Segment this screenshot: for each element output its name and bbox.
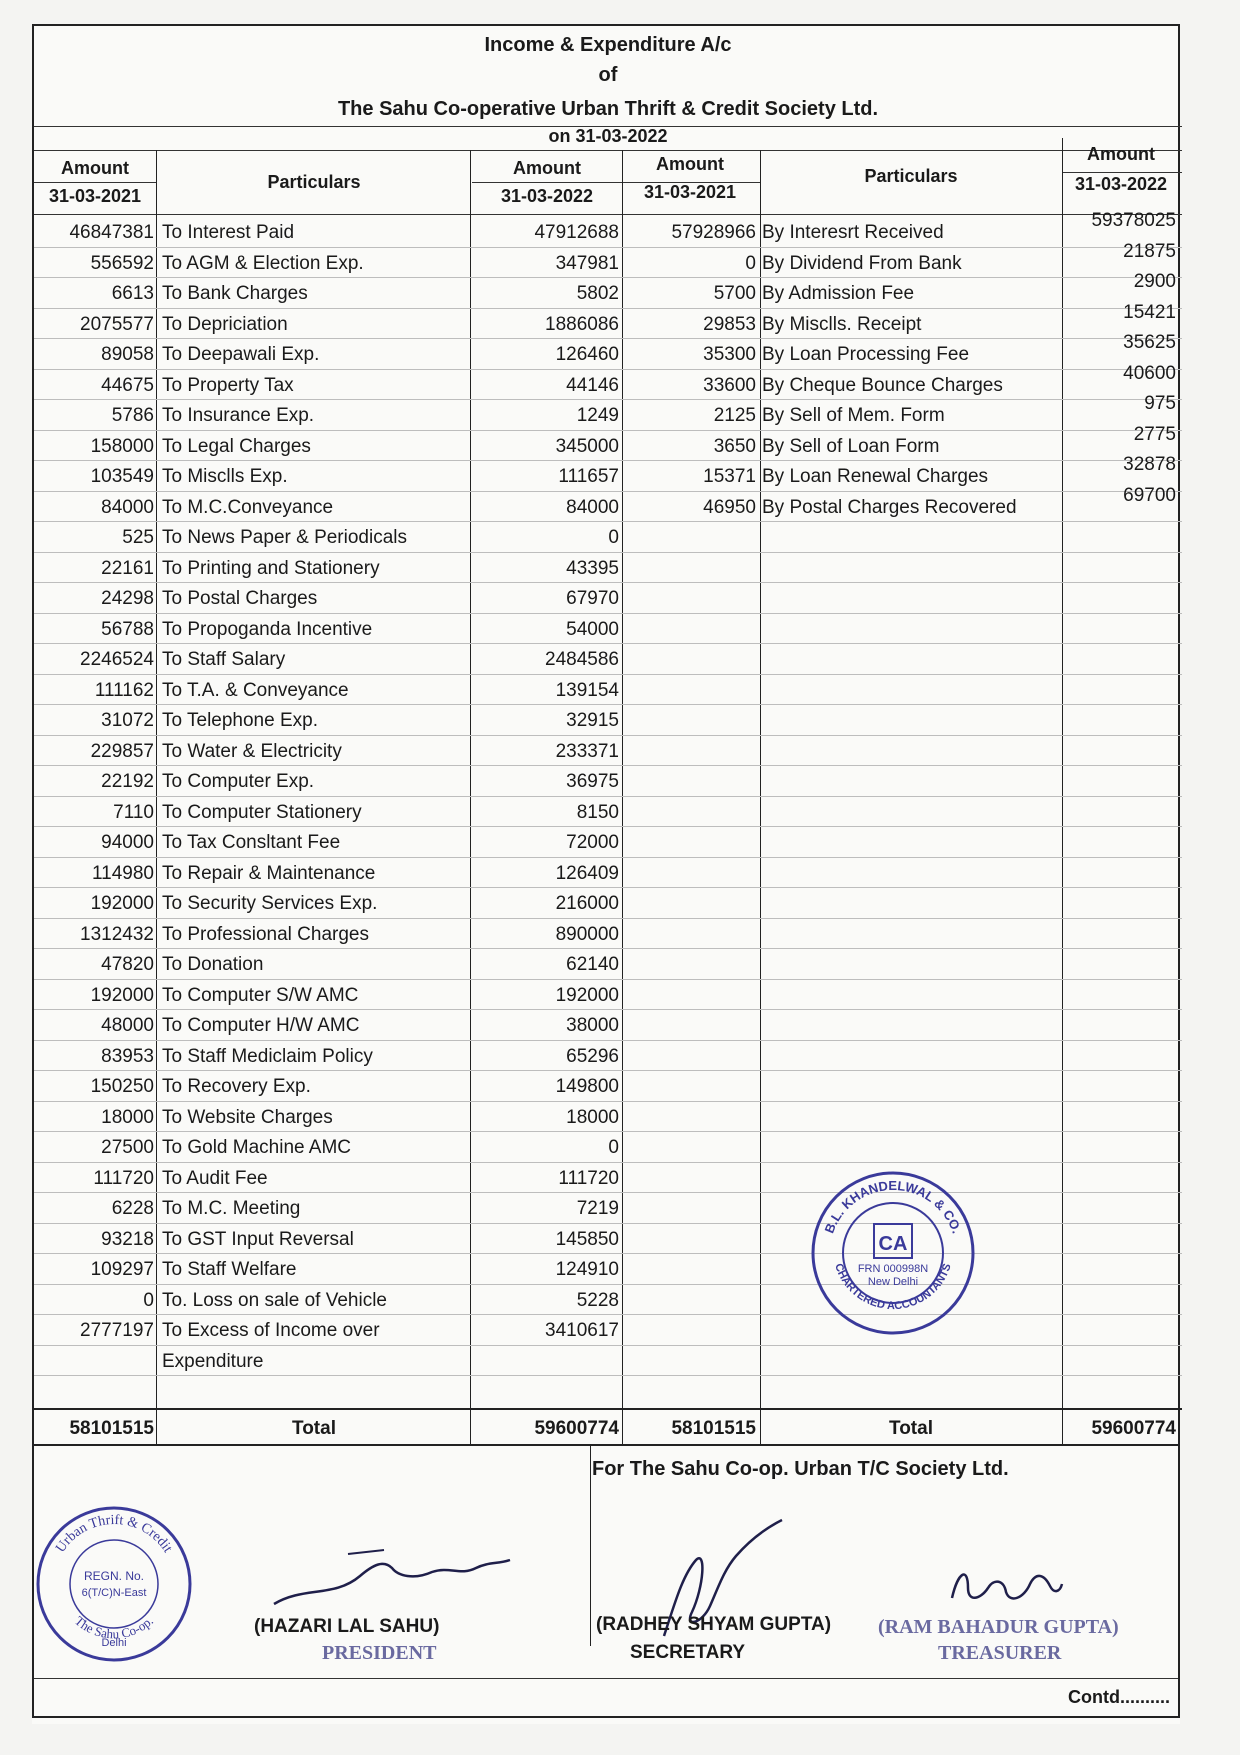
society-seal-city: Delhi (101, 1637, 127, 1649)
expenditure-row (34, 857, 1182, 889)
inc-amount-curr: 21875 (1123, 240, 1176, 262)
exp-amount-curr: 47912688 (534, 222, 619, 243)
exp-amount-curr: 38000 (566, 1015, 619, 1036)
statement-frame (32, 24, 1180, 1446)
col-head-top (34, 150, 1182, 151)
expenditure-row (34, 643, 1182, 675)
exp-amount-prev: 103549 (90, 466, 154, 487)
exp-amount-prev: 93218 (101, 1228, 154, 1250)
exp-amount-prev: 525 (122, 527, 154, 548)
exp-amount-prev: 2246524 (80, 649, 154, 670)
exp-particular: To. Loss on sale of Vehicle (162, 1289, 387, 1311)
inc-amount-prev: 29853 (703, 313, 756, 335)
society-seal-regn: REGN. No. (83, 1569, 145, 1583)
inc-particular: By Interesrt Received (762, 222, 944, 243)
exp-amount-curr: 0 (608, 527, 619, 548)
statement-title: Income & Expenditure A/c (484, 34, 732, 56)
expenditure-row (34, 613, 1182, 645)
expenditure-row (34, 704, 1182, 736)
inc-amount-prev: 3650 (713, 435, 756, 457)
exp-amount-curr: 126409 (555, 862, 619, 884)
exp-amount-curr: 139154 (555, 679, 619, 701)
expenditure-row (34, 887, 1182, 919)
signature-divider (590, 1446, 591, 1646)
expenditure-row (34, 1162, 1182, 1194)
inc-particular: By Sell of Loan Form (762, 435, 940, 457)
inc-amount-curr: 15421 (1123, 301, 1176, 323)
income-row (34, 301, 1182, 339)
total-inc-curr: 59600774 (1091, 1418, 1176, 1439)
income-row (34, 210, 1182, 247)
exp-amount-prev: 47820 (101, 954, 154, 975)
col-head-amount-inc-curr: Amount (1087, 144, 1155, 164)
col-head-date-inc-curr: 31-03-2022 (1074, 174, 1168, 194)
exp-amount-curr: 32915 (566, 710, 619, 731)
exp-particular: To Gold Machine AMC (162, 1137, 352, 1158)
expenditure-row (34, 1101, 1182, 1133)
expenditure-row (34, 521, 1182, 553)
exp-amount-prev: 2777197 (80, 1320, 154, 1341)
expenditure-row (34, 1070, 1182, 1102)
exp-amount-prev: 5786 (111, 405, 154, 426)
society-seal (34, 1504, 194, 1664)
exp-amount-prev: 46847381 (69, 222, 154, 243)
total-label-exp: Total (292, 1418, 336, 1439)
inc-amount-prev: 57928966 (671, 222, 756, 243)
exp-amount-prev: 556592 (90, 252, 154, 274)
col-head-amount-inc-prev: Amount (656, 154, 724, 174)
inc-particular: By Dividend From Bank (762, 252, 962, 274)
exp-amount-curr: 36975 (566, 771, 619, 792)
exp-amount-prev: 22192 (101, 771, 154, 792)
exp-amount-prev: 6228 (111, 1198, 154, 1219)
exp-amount-curr: 145850 (555, 1228, 619, 1250)
exp-particular: To Interest Paid (162, 222, 295, 243)
exp-amount-prev: 48000 (101, 1015, 154, 1036)
ca-frn: FRN 000998N (857, 1263, 929, 1275)
income-row (34, 484, 1182, 522)
exp-particular: To Audit Fee (162, 1167, 268, 1189)
exp-amount-prev: 27500 (101, 1137, 154, 1158)
heading-divider (34, 126, 1182, 127)
signature-bottom-rule (34, 1678, 1178, 1679)
inc-amount-curr: 40600 (1123, 362, 1176, 384)
exp-particular: To Repair & Maintenance (162, 862, 376, 884)
col-head-particulars-exp: Particulars (267, 172, 361, 192)
exp-particular: To Misclls Exp. (162, 466, 288, 487)
exp-amount-curr: 111720 (558, 1167, 619, 1189)
expenditure-row (34, 552, 1182, 584)
treasurer-title: TREASURER (938, 1642, 1062, 1664)
exp-amount-curr: 62140 (566, 954, 619, 975)
ca-seal-top-text: B.L. KHANDELWAL & CO. (821, 1177, 965, 1236)
exp-particular: To Tax Consltant Fee (162, 832, 341, 853)
exp-amount-prev: 192000 (90, 893, 154, 914)
income-row (34, 423, 1182, 461)
svg-text:B.L. KHANDELWAL & CO. (822, 1178, 965, 1235)
exp-amount-curr: 111657 (558, 466, 619, 487)
expenditure-row (34, 765, 1182, 797)
exp-amount-curr: 890000 (555, 923, 619, 945)
expenditure-row (34, 674, 1182, 706)
treasurer-name: (RAM BAHADUR GUPTA) (878, 1616, 1119, 1638)
expenditure-row (34, 1009, 1182, 1041)
exp-amount-curr: 216000 (555, 893, 619, 914)
exp-amount-prev: 1312432 (80, 923, 154, 945)
expenditure-row (34, 1192, 1182, 1224)
signature-block (32, 1446, 1180, 1718)
income-row (34, 393, 1182, 430)
income-row (34, 271, 1182, 308)
inc-particular: By Postal Charges Recovered (762, 496, 1017, 518)
exp-amount-prev: 114980 (92, 862, 154, 884)
expenditure-row (34, 1040, 1182, 1072)
exp-particular: To Recovery Exp. (162, 1076, 311, 1097)
col-head-date-curr: 31-03-2022 (500, 186, 594, 206)
exp-amount-curr: 124910 (555, 1259, 619, 1280)
exp-amount-curr: 84000 (566, 496, 619, 518)
exp-amount-prev: 56788 (101, 618, 154, 640)
inc-particular: By Cheque Bounce Charges (762, 374, 1003, 396)
statement-sheet (32, 24, 1180, 1724)
exp-amount-prev: 24298 (101, 588, 154, 609)
exp-amount-prev: 2075577 (80, 313, 154, 335)
inc-particular: By Loan Processing Fee (762, 344, 970, 365)
exp-amount-curr: 67970 (566, 588, 619, 609)
exp-particular: To Telephone Exp. (162, 710, 318, 731)
exp-particular: To Legal Charges (162, 435, 311, 457)
president-title: PRESIDENT (322, 1642, 437, 1664)
exp-amount-curr: 7219 (576, 1198, 619, 1219)
exp-amount-prev: 150250 (90, 1076, 154, 1097)
continued-note: Contd.......... (1068, 1687, 1170, 1707)
exp-particular: To GST Input Reversal (162, 1228, 354, 1250)
exp-amount-prev: 44675 (101, 374, 154, 396)
exp-amount-curr: 0 (608, 1137, 619, 1158)
inc-amount-prev: 15371 (703, 466, 756, 487)
col-head-amount-curr: Amount (513, 158, 581, 178)
exp-amount-prev: 18000 (101, 1106, 154, 1128)
statement-title-of: of (598, 64, 618, 86)
expenditure-row (34, 1131, 1182, 1163)
exp-amount-curr: 3410617 (545, 1320, 619, 1341)
exp-amount-curr: 65296 (566, 1045, 619, 1067)
secretary-name: (RADHEY SHYAM GUPTA) (596, 1614, 832, 1635)
exp-particular: To Postal Charges (162, 588, 318, 609)
exp-amount-prev: 83953 (101, 1045, 154, 1067)
total-exp-prev: 58101515 (69, 1418, 154, 1439)
exp-particular: To Staff Salary (162, 649, 286, 670)
exp-amount-prev: 192000 (90, 984, 154, 1006)
totals-row (34, 1408, 1182, 1448)
exp-amount-prev: 111720 (93, 1167, 154, 1189)
expenditure-row (34, 1253, 1182, 1285)
exp-particular: To T.A. & Conveyance (162, 679, 349, 701)
income-row (34, 362, 1182, 400)
inc-particular: By Misclls. Receipt (762, 313, 922, 335)
exp-amount-prev: 229857 (90, 740, 154, 762)
expenditure-row (34, 979, 1182, 1011)
president-signature (264, 1546, 524, 1616)
expenditure-row (34, 735, 1182, 767)
exp-amount-curr: 54000 (566, 618, 619, 640)
ca-seal-bottom-text: CHARTERED ACCOUNTANTS (832, 1262, 954, 1313)
exp-amount-curr: 8150 (576, 801, 619, 823)
treasurer-signature (944, 1558, 1064, 1612)
exp-amount-prev: 89058 (101, 344, 154, 365)
exp-particular: To Security Services Exp. (162, 893, 378, 914)
secretary-title: SECRETARY (630, 1642, 746, 1663)
exp-amount-curr: 2484586 (545, 649, 619, 670)
exp-amount-curr: 233371 (555, 740, 619, 762)
exp-amount-curr: 192000 (555, 984, 619, 1006)
expenditure-row (34, 582, 1182, 614)
income-row (34, 454, 1182, 491)
total-label-inc: Total (889, 1418, 933, 1439)
inc-amount-curr: 69700 (1123, 484, 1176, 506)
exp-particular: To M.C. Meeting (162, 1198, 301, 1219)
inc-amount-curr: 32878 (1123, 454, 1176, 475)
col-head-mid-a (34, 182, 156, 183)
expenditure-row (34, 1284, 1182, 1316)
inc-particular: By Sell of Mem. Form (762, 405, 945, 426)
inc-amount-prev: 5700 (713, 283, 756, 304)
expenditure-row (34, 796, 1182, 828)
exp-particular: To News Paper & Periodicals (162, 527, 407, 548)
exp-particular: To Computer Exp. (162, 771, 315, 792)
expenditure-row (34, 948, 1182, 980)
exp-amount-curr: 5802 (576, 283, 619, 304)
col-head-bottom (34, 214, 1182, 215)
col-head-mid-b (472, 182, 760, 183)
col-head-particulars-inc: Particulars (864, 166, 958, 186)
exp-amount-curr: 18000 (566, 1106, 619, 1128)
exp-amount-curr: 126460 (555, 344, 619, 365)
inc-amount-curr: 975 (1144, 393, 1176, 414)
col-head-amount-prev: Amount (61, 158, 129, 178)
exp-amount-curr: 1249 (576, 405, 619, 426)
exp-particular: To Excess of Income over (162, 1320, 380, 1341)
exp-particular: To Printing and Stationery (162, 557, 380, 579)
col-head-date-prev: 31-03-2021 (48, 186, 142, 206)
exp-particular: To Computer S/W AMC (162, 984, 359, 1006)
inc-amount-curr: 2775 (1133, 423, 1176, 445)
exp-amount-curr: 345000 (555, 435, 619, 457)
inc-particular: By Loan Renewal Charges (762, 466, 989, 487)
expenditure-row (34, 1314, 1182, 1346)
exp-amount-curr: 347981 (555, 252, 619, 274)
exp-amount-prev: 7110 (113, 801, 154, 823)
exp-particular: To Donation (162, 954, 264, 975)
exp-particular: To AGM & Election Exp. (162, 252, 364, 274)
expenditure-row (34, 918, 1182, 950)
exp-particular: To Deepawali Exp. (162, 344, 320, 365)
exp-particular: To Website Charges (162, 1106, 333, 1128)
for-society-line: For The Sahu Co-op. Urban T/C Society Ltd. (592, 1458, 1009, 1480)
exp-amount-prev: 111162 (94, 679, 154, 701)
inc-amount-prev: 2125 (713, 405, 756, 426)
exp-particular: To Insurance Exp. (162, 405, 315, 426)
expenditure-row (34, 1223, 1182, 1255)
exp-particular: To Staff Welfare (162, 1259, 297, 1280)
inc-amount-prev: 33600 (703, 374, 756, 396)
president-name: (HAZARI LAL SAHU) (254, 1616, 440, 1637)
exp-particular: To M.C.Conveyance (162, 496, 334, 518)
exp-amount-curr: 44146 (566, 374, 619, 396)
exp-amount-curr: 149800 (555, 1076, 619, 1097)
exp-amount-curr: 5228 (576, 1289, 619, 1311)
exp-amount-prev: 94000 (101, 832, 154, 853)
society-seal-top: Urban Thrift & Credit (53, 1512, 175, 1556)
statement-date: on 31-03-2022 (548, 126, 668, 146)
exp-amount-prev: 22161 (101, 557, 154, 579)
inc-amount-curr: 35625 (1123, 332, 1176, 353)
exp-particular: To Bank Charges (162, 283, 308, 304)
exp-particular: To Depriciation (162, 313, 288, 335)
exp-particular: Expenditure (162, 1350, 264, 1372)
ca-city: New Delhi (867, 1276, 919, 1288)
inc-particular: By Admission Fee (762, 283, 915, 304)
exp-amount-prev: 109297 (90, 1259, 154, 1280)
exp-amount-curr: 72000 (566, 832, 619, 853)
exp-amount-prev: 84000 (101, 496, 154, 518)
exp-particular: To Staff Mediclaim Policy (162, 1045, 373, 1067)
total-inc-prev: 58101515 (671, 1418, 756, 1439)
exp-particular: To Property Tax (162, 374, 294, 396)
exp-amount-prev: 158000 (90, 435, 154, 457)
expenditure-row (34, 826, 1182, 858)
col-head-mid-c (1062, 172, 1182, 173)
society-seal-regn-no: 6(T/C)N-East (81, 1587, 147, 1599)
col-head-date-inc-prev: 31-03-2021 (643, 182, 737, 202)
inc-amount-prev: 35300 (703, 344, 756, 365)
expenditure-row (34, 1345, 1182, 1377)
inc-amount-prev: 46950 (703, 496, 756, 518)
income-row (34, 332, 1182, 369)
total-exp-curr: 59600774 (534, 1418, 619, 1439)
society-seal-bottom: The Sahu Co-op. (71, 1612, 157, 1642)
exp-particular: To Professional Charges (162, 923, 369, 945)
ca-logo: CA (878, 1233, 908, 1255)
exp-particular: To Water & Electricity (162, 740, 342, 762)
exp-particular: To Computer Stationery (162, 801, 362, 823)
exp-amount-curr: 43395 (566, 557, 619, 579)
ca-seal (808, 1168, 978, 1338)
exp-amount-curr: 1886086 (545, 313, 619, 335)
exp-amount-prev: 31072 (101, 710, 154, 731)
exp-particular: To Propoganda Incentive (162, 618, 373, 640)
society-name: The Sahu Co-operative Urban Thrift & Credit Society Ltd. (337, 98, 879, 120)
inc-amount-prev: 0 (745, 252, 756, 274)
income-row (34, 240, 1182, 278)
inc-amount-curr: 2900 (1133, 271, 1176, 292)
exp-amount-prev: 0 (143, 1289, 154, 1311)
exp-particular: To Computer H/W AMC (162, 1015, 360, 1036)
exp-amount-prev: 6613 (111, 283, 154, 304)
inc-amount-curr: 59378025 (1091, 210, 1176, 231)
